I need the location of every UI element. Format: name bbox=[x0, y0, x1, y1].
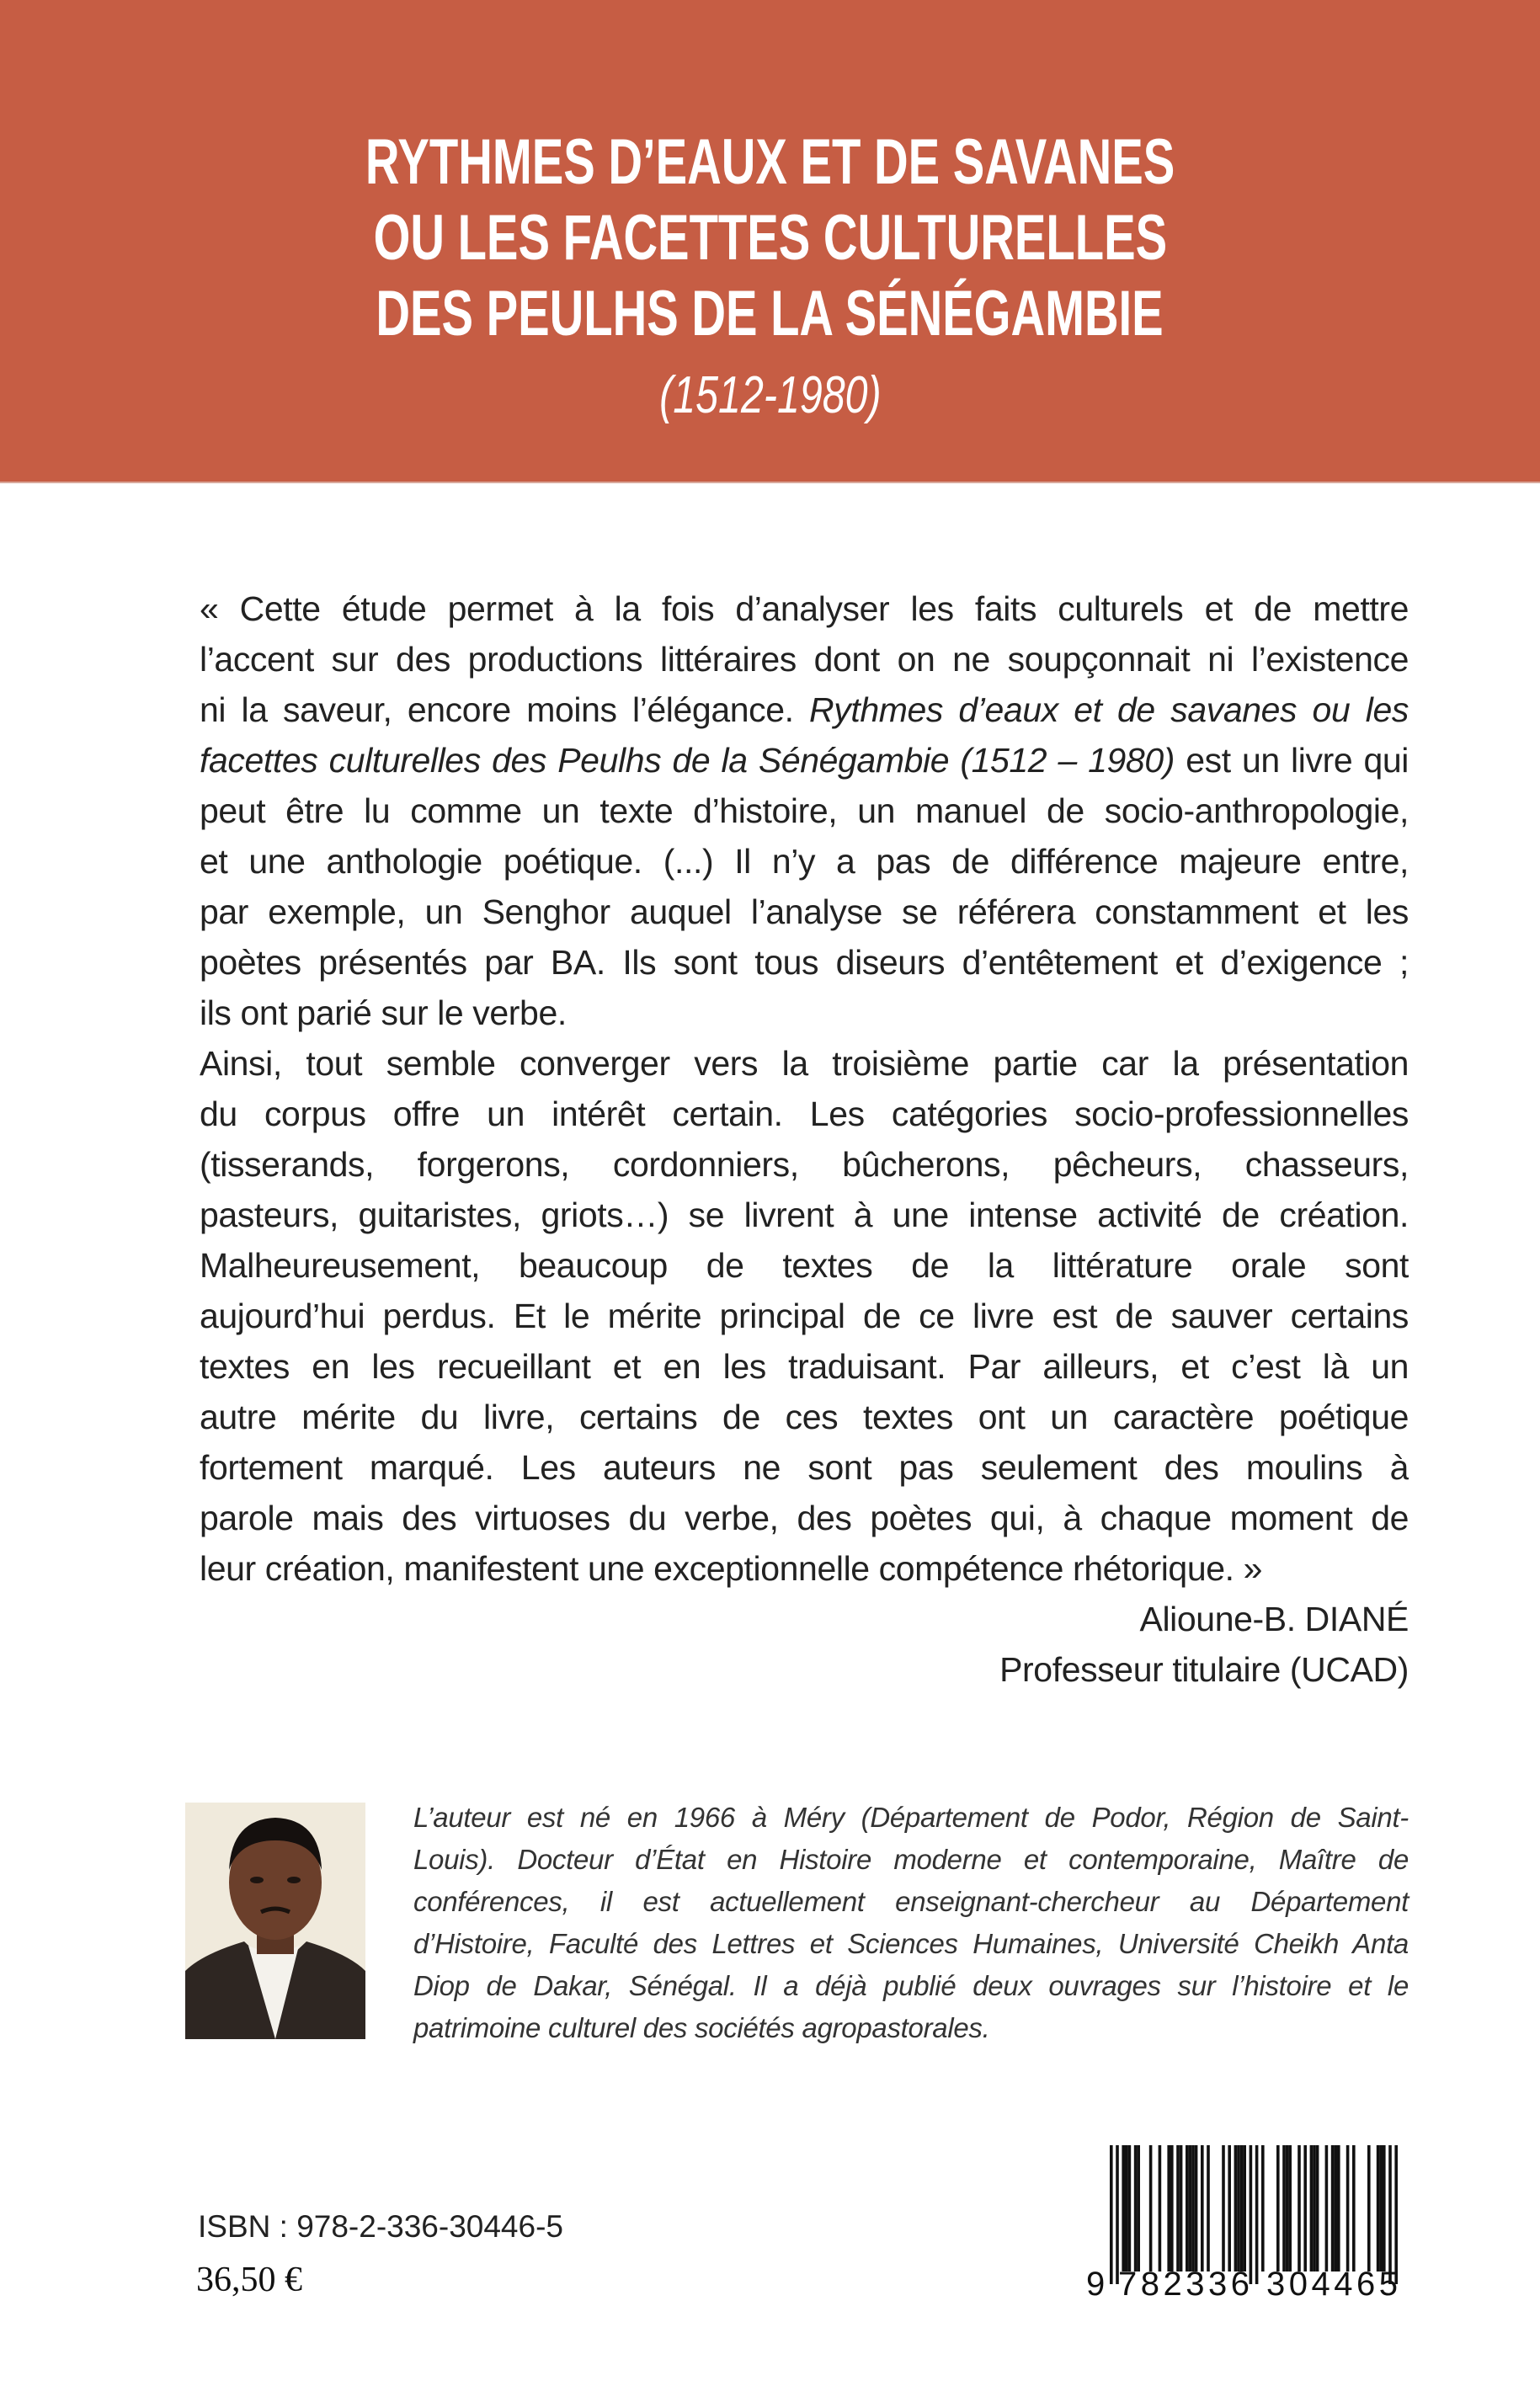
barcode-bar bbox=[1352, 2145, 1356, 2271]
barcode-bar bbox=[1110, 2145, 1113, 2284]
quote-line bbox=[200, 1089, 1409, 1139]
quote-text: (tisserands, forgerons, cordonniers, bûcherons, pêcheurs, chasseurs, bbox=[200, 1145, 1409, 1184]
barcode-bar bbox=[1137, 2145, 1140, 2271]
barcode-bar bbox=[1286, 2145, 1289, 2271]
barcode-first-digit: 9 bbox=[1086, 2266, 1106, 2303]
quote-line bbox=[200, 786, 1409, 836]
barcode-bar bbox=[1282, 2145, 1286, 2271]
barcode-bar bbox=[1337, 2145, 1340, 2271]
quote-author-title: Professeur titulaire (UCAD) bbox=[999, 1650, 1409, 1689]
barcode-bar bbox=[1207, 2145, 1210, 2271]
barcode-bar bbox=[1388, 2145, 1392, 2284]
book-title-italic: Rythmes d’eaux et de savanes ou les bbox=[809, 690, 1409, 729]
quote-line bbox=[200, 1493, 1409, 1543]
price: 36,50 € bbox=[196, 2261, 302, 2299]
title-line-3 bbox=[0, 276, 1540, 352]
quote-line bbox=[200, 1291, 1409, 1341]
barcode-bar bbox=[1310, 2145, 1314, 2271]
bio-line: Diop de Dakar, Sénégal. Il a déjà publié deux ouvrages sur l’histoire et le bbox=[413, 1970, 1409, 2001]
quote-line bbox=[200, 634, 1409, 684]
barcode-bar bbox=[1134, 2145, 1138, 2271]
barcode-bar bbox=[1116, 2145, 1119, 2284]
barcode-right-digits: 304465 bbox=[1266, 2266, 1398, 2303]
barcode-bar bbox=[1125, 2145, 1128, 2271]
quote-line bbox=[200, 887, 1409, 937]
title-text: RYTHMES D’EAUX ET DE SAVANES bbox=[365, 126, 1175, 198]
quote-text: ni la saveur, encore moins l’élégance. bbox=[200, 690, 810, 729]
quote-text: ils ont parié sur le verbe. bbox=[200, 993, 567, 1032]
quote-line bbox=[200, 1341, 1409, 1392]
quote-author: Alioune-B. DIANÉ bbox=[1139, 1600, 1409, 1638]
barcode-bar bbox=[1261, 2145, 1265, 2271]
quote-text: du corpus offre un intérêt certain. Les catégories socio-professionnelles bbox=[200, 1094, 1409, 1133]
isbn: ISBN : 978-2-336-30446-5 bbox=[198, 2209, 563, 2244]
quote-line bbox=[200, 1190, 1409, 1240]
barcode-bar bbox=[1325, 2145, 1329, 2271]
title-text: DES PEULHS DE LA SÉNÉGAMBIE bbox=[376, 278, 1164, 349]
barcode-bar bbox=[1176, 2145, 1180, 2271]
bio-line: Louis). Docteur d’État en Histoire moderne et contemporaine, Maître de bbox=[413, 1844, 1409, 1875]
bio-line: patrimoine culturel des sociétés agropastorales. bbox=[413, 2012, 990, 2043]
quote-text: fortement marqué. Les auteurs ne sont pas seulement des moulins à bbox=[200, 1448, 1409, 1487]
book-title-italic: facettes culturelles des Peulhs de la Sénégambie (1512 – 1980) bbox=[200, 741, 1175, 780]
barcode-bar bbox=[1243, 2145, 1246, 2271]
barcode-bar bbox=[1313, 2145, 1316, 2271]
barcode-bar bbox=[1195, 2145, 1198, 2271]
quote-line bbox=[200, 1543, 1409, 1594]
bio-line: L’auteur est né en 1966 à Méry (Département de Podor, Région de Saint- bbox=[413, 1802, 1409, 1833]
barcode-bar bbox=[1298, 2145, 1301, 2271]
barcode-bar bbox=[1303, 2145, 1307, 2271]
barcode-bar bbox=[1250, 2145, 1253, 2284]
barcode-bar bbox=[1346, 2145, 1350, 2271]
barcode-bar bbox=[1383, 2145, 1386, 2271]
barcode-bar bbox=[1222, 2145, 1225, 2271]
barcode-bar bbox=[1167, 2145, 1170, 2271]
author-portrait-image bbox=[185, 1803, 365, 2039]
bio-line: conférences, il est actuellement enseignant-chercheur au Département bbox=[413, 1886, 1409, 1917]
quote-text: pasteurs, guitaristes, griots…) se livrent à une intense activité de création. bbox=[200, 1196, 1409, 1234]
quote-line bbox=[200, 937, 1409, 988]
barcode-bar bbox=[1367, 2145, 1371, 2271]
barcode-bar bbox=[1234, 2145, 1238, 2271]
quote-text: poètes présentés par BA. Ils sont tous diseurs d’entêtement et d’exigence ; bbox=[200, 943, 1409, 982]
bio-line: d’Histoire, Faculté des Lettres et Sciences Humaines, Université Cheikh Anta bbox=[413, 1928, 1409, 1959]
barcode-bar bbox=[1377, 2145, 1380, 2271]
back-cover-quote bbox=[200, 583, 1409, 1695]
barcode-bar bbox=[1240, 2145, 1244, 2271]
barcode-left-digits: 782336 bbox=[1118, 2266, 1250, 2303]
author-biography bbox=[413, 1797, 1409, 2049]
quote-text: est un livre qui bbox=[1174, 741, 1409, 780]
barcode-bar bbox=[1191, 2145, 1195, 2271]
barcode-bar bbox=[1334, 2145, 1337, 2271]
barcode bbox=[1086, 2145, 1423, 2305]
quote-line bbox=[200, 1139, 1409, 1190]
quote-text: « Cette étude permet à la fois d’analyser les faits culturels et de mettre bbox=[200, 589, 1409, 628]
barcode-bar bbox=[1276, 2145, 1280, 2271]
quote-line bbox=[200, 583, 1409, 634]
author-photo bbox=[185, 1803, 365, 2039]
barcode-bar bbox=[1288, 2145, 1292, 2271]
title-line-1 bbox=[0, 125, 1540, 200]
barcode-bar bbox=[1394, 2145, 1398, 2284]
quote-text: aujourd’hui perdus. Et le mérite principal de ce livre est de sauver certains bbox=[200, 1297, 1409, 1335]
quote-line bbox=[200, 1038, 1409, 1089]
quote-text: peut être lu comme un texte d’histoire, un manuel de socio-anthropologie, bbox=[200, 791, 1409, 830]
dates-text: (1512-1980) bbox=[658, 366, 882, 424]
barcode-bar bbox=[1180, 2145, 1183, 2271]
title-text: OU LES FACETTES CULTURELLES bbox=[373, 202, 1167, 274]
quote-text: parole mais des virtuoses du verbe, des poètes qui, à chaque moment de bbox=[200, 1499, 1409, 1537]
barcode-bar bbox=[1159, 2145, 1162, 2271]
quote-line bbox=[200, 684, 1409, 735]
title-line-2 bbox=[0, 200, 1540, 276]
quote-text: leur création, manifestent une exceptionnelle compétence rhétorique. » bbox=[200, 1549, 1263, 1588]
quote-text: Ainsi, tout semble converger vers la troisième partie car la présentation bbox=[200, 1044, 1409, 1083]
barcode-bar bbox=[1331, 2145, 1335, 2271]
quote-text: l’accent sur des productions littéraires dont on ne soupçonnait ni l’existence bbox=[200, 640, 1409, 679]
barcode-bar bbox=[1379, 2145, 1383, 2271]
barcode-bar bbox=[1201, 2145, 1204, 2271]
barcode-bar bbox=[1237, 2145, 1240, 2271]
barcode-bar bbox=[1170, 2145, 1174, 2271]
quote-text: autre mérite du livre, certains de ces textes ont un caractère poétique bbox=[200, 1398, 1409, 1436]
quote-line bbox=[200, 1442, 1409, 1493]
quote-text: et une anthologie poétique. (...) Il n’y a pas de différence majeure entre, bbox=[200, 842, 1409, 881]
barcode-bar bbox=[1128, 2145, 1132, 2271]
quote-lines bbox=[200, 583, 1409, 1594]
quote-text: Malheureusement, beaucoup de textes de la littérature orale sont bbox=[200, 1246, 1409, 1285]
quote-line bbox=[200, 988, 1409, 1038]
quote-text: par exemple, un Senghor auquel l’analyse se référera constamment et les bbox=[200, 892, 1409, 931]
barcode-bar bbox=[1316, 2145, 1319, 2271]
cover-header-band bbox=[0, 0, 1540, 483]
quote-line bbox=[200, 1392, 1409, 1442]
title-dates bbox=[0, 358, 1540, 434]
barcode-bars bbox=[1110, 2145, 1398, 2284]
barcode-bar bbox=[1186, 2145, 1189, 2271]
quote-line bbox=[200, 1240, 1409, 1291]
barcode-bar bbox=[1228, 2145, 1231, 2271]
barcode-bar bbox=[1122, 2145, 1125, 2271]
barcode-bar bbox=[1149, 2145, 1153, 2271]
barcode-bar bbox=[1189, 2145, 1192, 2271]
barcode-bar bbox=[1255, 2145, 1259, 2284]
quote-line bbox=[200, 735, 1409, 786]
quote-text: textes en les recueillant et en les traduisant. Par ailleurs, et c’est là un bbox=[200, 1347, 1409, 1386]
quote-line bbox=[200, 836, 1409, 887]
